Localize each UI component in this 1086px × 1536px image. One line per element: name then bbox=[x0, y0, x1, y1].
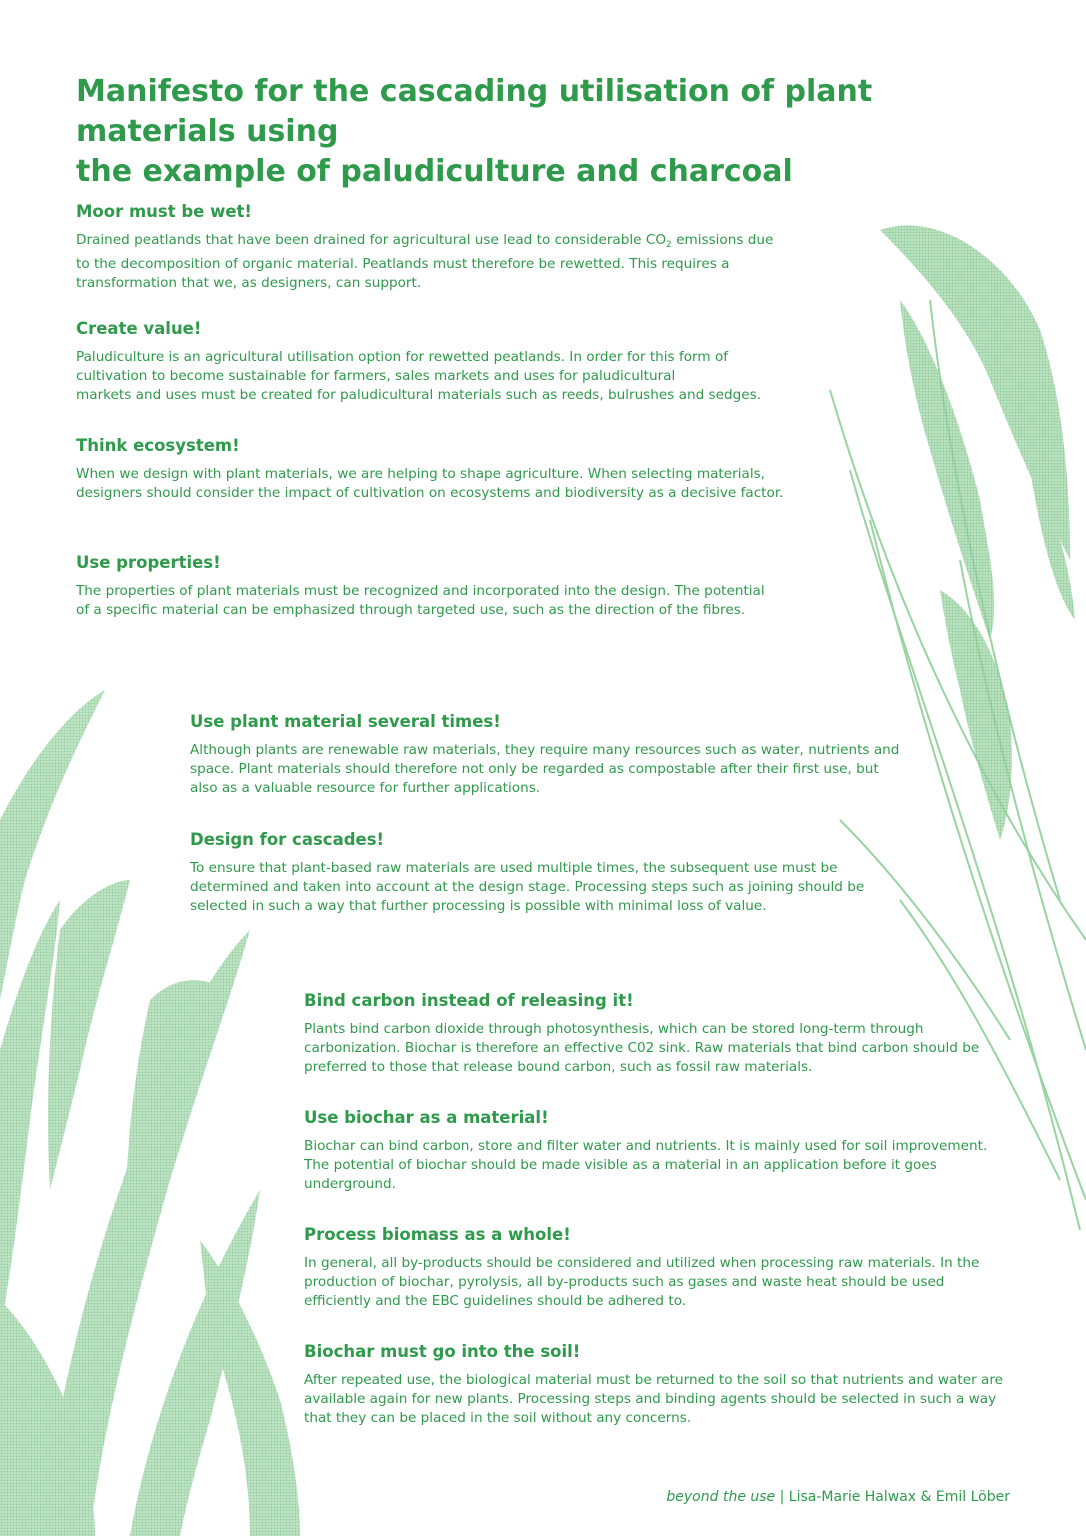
body-line: Although plants are renewable raw materials, they require many resources such as water, nutrients and bbox=[190, 742, 900, 758]
footer-authors: Lisa-Marie Halwax & Emil Löber bbox=[788, 1489, 1010, 1505]
body-line bbox=[76, 231, 773, 255]
section-body bbox=[304, 1020, 979, 1077]
body-line: underground. bbox=[304, 1176, 396, 1192]
section-biochar-into-soil bbox=[304, 1342, 1003, 1428]
body-line: designers should consider the impact of cultivation on ecosystems and biodiversity as a decisive factor. bbox=[76, 485, 784, 501]
body-line: The potential of biochar should be made visible as a material in an application before it goes bbox=[304, 1157, 937, 1173]
section-use-plant-material-several-times bbox=[190, 712, 899, 798]
section-heading: Create value! bbox=[76, 319, 202, 338]
section-heading: Think ecosystem! bbox=[76, 436, 240, 455]
section-create-value bbox=[76, 319, 761, 405]
section-body bbox=[304, 1137, 987, 1194]
body-line: After repeated use, the biological material must be returned to the soil so that nutrients and water are bbox=[304, 1372, 1003, 1388]
section-body bbox=[76, 582, 765, 620]
body-line: When we design with plant materials, we are helping to shape agriculture. When selecting materials, bbox=[76, 466, 766, 482]
section-process-biomass bbox=[304, 1225, 979, 1311]
body-line: also as a valuable resource for further applications. bbox=[190, 780, 541, 796]
section-use-biochar-as-material bbox=[304, 1108, 987, 1194]
section-design-for-cascades bbox=[190, 830, 864, 916]
body-line-text: Drained peatlands that have been drained for agricultural use lead to considerable CO bbox=[76, 232, 667, 248]
section-body bbox=[76, 465, 784, 503]
body-line: transformation that we, as designers, can support. bbox=[76, 275, 422, 291]
body-line: production of biochar, pyrolysis, all by-products such as gases and waste heat should be used bbox=[304, 1274, 945, 1290]
section-bind-carbon bbox=[304, 991, 979, 1077]
co2-subscript: 2 bbox=[666, 240, 672, 250]
section-use-properties bbox=[76, 553, 765, 620]
project-name: beyond the use bbox=[666, 1489, 776, 1505]
body-line: that they can be placed in the soil without any concerns. bbox=[304, 1410, 692, 1426]
body-line: space. Plant materials should therefore not only be regarded as compostable after their first use, but bbox=[190, 761, 879, 777]
section-heading: Use biochar as a material! bbox=[304, 1108, 549, 1127]
section-heading: Bind carbon instead of releasing it! bbox=[304, 991, 634, 1010]
section-body bbox=[76, 231, 773, 293]
body-line: of a specific material can be emphasized through targeted use, such as the direction of the fibres. bbox=[76, 602, 746, 618]
body-line: determined and taken into account at the design stage. Processing steps such as joining should be bbox=[190, 879, 865, 895]
title-line-1: Manifesto for the cascading utilisation of plant materials using bbox=[76, 74, 873, 149]
body-line: to the decomposition of organic material. Peatlands must therefore be rewetted. This requires a bbox=[76, 256, 730, 272]
body-line: Paludiculture is an agricultural utilisation option for rewetted peatlands. In order for this form of bbox=[76, 349, 729, 365]
page-title bbox=[76, 72, 1036, 192]
body-line: To ensure that plant-based raw materials are used multiple times, the subsequent use must be bbox=[190, 860, 838, 876]
body-line: carbonization. Biochar is therefore an effective C02 sink. Raw materials that bind carbon should be bbox=[304, 1040, 980, 1056]
section-heading: Design for cascades! bbox=[190, 830, 385, 849]
title-line-2: the example of paludiculture and charcoal bbox=[76, 154, 793, 189]
section-body bbox=[304, 1254, 979, 1311]
body-line: Plants bind carbon dioxide through photosynthesis, which can be stored long-term through bbox=[304, 1021, 924, 1037]
body-line: In general, all by-products should be considered and utilized when processing raw materials. In the bbox=[304, 1255, 980, 1271]
body-line-suffix: emissions due bbox=[671, 232, 774, 248]
section-heading: Use plant material several times! bbox=[190, 712, 501, 731]
section-heading: Use properties! bbox=[76, 553, 221, 572]
section-moor-must-be-wet bbox=[76, 202, 773, 293]
section-body bbox=[304, 1371, 1003, 1428]
body-line: preferred to those that release bound carbon, such as fossil raw materials. bbox=[304, 1059, 813, 1075]
body-line: Biochar can bind carbon, store and filter water and nutrients. It is mainly used for soil improvement. bbox=[304, 1138, 988, 1154]
body-line: selected in such a way that further processing is possible with minimal loss of value. bbox=[190, 898, 767, 914]
footer-credits bbox=[666, 1487, 1010, 1507]
footer-separator: | bbox=[775, 1489, 789, 1505]
body-line: The properties of plant materials must be recognized and incorporated into the design. The potential bbox=[76, 583, 765, 599]
section-body bbox=[190, 741, 899, 798]
body-line: cultivation to become sustainable for farmers, sales markets and uses for paludicultural bbox=[76, 368, 676, 384]
section-heading: Biochar must go into the soil! bbox=[304, 1342, 581, 1361]
section-heading: Process biomass as a whole! bbox=[304, 1225, 571, 1244]
section-body bbox=[76, 348, 761, 405]
section-think-ecosystem bbox=[76, 436, 784, 503]
body-line: available again for new plants. Processing steps and binding agents should be selected in such a way bbox=[304, 1391, 997, 1407]
section-heading: Moor must be wet! bbox=[76, 202, 252, 221]
body-line: efficiently and the EBC guidelines should be adhered to. bbox=[304, 1293, 687, 1309]
body-line: markets and uses must be created for paludicultural materials such as reeds, bulrushes and sedges. bbox=[76, 387, 762, 403]
section-body bbox=[190, 859, 864, 916]
